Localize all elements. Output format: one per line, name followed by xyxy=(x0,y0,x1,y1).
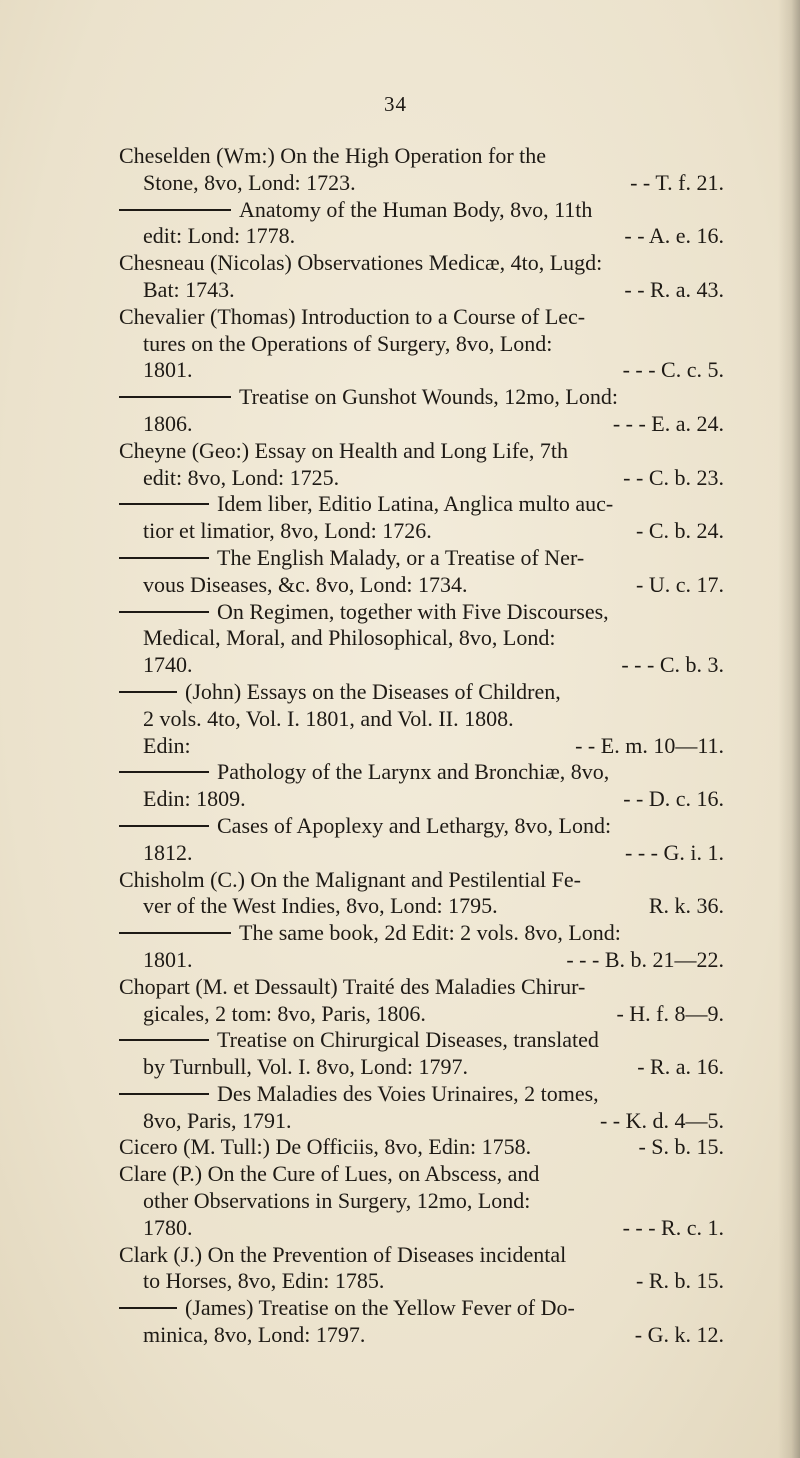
shelf-reference: - G. k. 12. xyxy=(634,1322,724,1348)
entry-line xyxy=(119,491,724,518)
shelf-reference: - - - G. i. 1. xyxy=(625,839,724,865)
entry-line xyxy=(119,733,724,760)
entry-line xyxy=(119,1322,724,1349)
entry-line xyxy=(119,170,724,197)
shelf-reference: - - A. e. 16. xyxy=(624,223,724,249)
shelf-reference: - - C. b. 23. xyxy=(623,464,724,490)
shelf-reference: - - - C. c. 5. xyxy=(622,357,724,383)
shelf-reference: - - K. d. 4—5. xyxy=(599,1107,724,1133)
entry-text: 1801. xyxy=(143,357,193,383)
page-number: 34 xyxy=(384,92,407,116)
shelf-reference: - - - C. b. 3. xyxy=(621,652,724,678)
entry-text: The same book, 2d Edit: 2 vols. 8vo, Lond: xyxy=(239,920,621,946)
entry-text: Pathology of the Larynx and Bronchiæ, 8vo, xyxy=(217,759,610,785)
shelf-reference: - - E. m. 10—11. xyxy=(575,732,724,758)
shelf-reference: - - D. c. 16. xyxy=(623,786,724,812)
entry-text: Chopart (M. et Dessault) Traité des Maladies Chirur- xyxy=(119,973,586,999)
shelf-reference: R. k. 36. xyxy=(648,893,724,919)
ditto-dash xyxy=(119,771,209,773)
ditto-dash xyxy=(119,691,177,693)
entry-text: Cicero (M. Tull:) De Officiis, 8vo, Edin: 1758. xyxy=(119,1134,532,1160)
entry-line xyxy=(119,813,724,840)
entry-text: 8vo, Paris, 1791. xyxy=(143,1107,292,1133)
entry-text: Des Maladies des Voies Urinaires, 2 tomes, xyxy=(217,1080,599,1106)
entry-text: tior et limatior, 8vo, Lond: 1726. xyxy=(143,518,432,544)
shelf-reference: - U. c. 17. xyxy=(636,571,724,597)
entry-line xyxy=(119,1242,724,1269)
entry-text: other Observations in Surgery, 12mo, Lond: xyxy=(143,1188,531,1214)
entry-line xyxy=(119,974,724,1001)
entry-line xyxy=(119,625,724,652)
entry-text: Cheselden (Wm:) On the High Operation for the xyxy=(119,143,547,168)
entry-line xyxy=(119,465,724,492)
shelf-reference: - H. f. 8—9. xyxy=(616,1000,724,1026)
entry-text: Edin: 1809. xyxy=(143,786,246,812)
entry-line xyxy=(119,1134,724,1161)
entry-line xyxy=(119,786,724,813)
entry-text: 1806. xyxy=(143,410,193,436)
entry-text: Cheyne (Geo:) Essay on Health and Long Life, 7th xyxy=(119,437,569,463)
entry-text: 1740. xyxy=(143,652,193,678)
entry-text: edit: 8vo, Lond: 1725. xyxy=(143,464,340,490)
entry-line xyxy=(119,1295,724,1322)
entry-text: 1812. xyxy=(143,839,193,865)
entry-text: Cases of Apoplexy and Lethargy, 8vo, Lond: xyxy=(217,812,612,838)
entry-text: Medical, Moral, and Philosophical, 8vo, Lond: xyxy=(143,625,556,651)
entry-line xyxy=(119,1054,724,1081)
entry-line xyxy=(119,411,724,438)
entry-line xyxy=(119,197,724,224)
entry-text: 1780. xyxy=(143,1214,193,1240)
entry-text: Chesneau (Nicolas) Observationes Medicæ, 4to, Lugd: xyxy=(119,250,603,276)
entry-text: (James) Treatise on the Yellow Fever of Do- xyxy=(185,1295,575,1321)
shelf-reference: - C. b. 24. xyxy=(636,518,724,544)
entry-text: Chevalier (Thomas) Introduction to a Course of Lec- xyxy=(119,303,586,329)
page-edge-shadow xyxy=(778,0,800,1458)
entry-text: Bat: 1743. xyxy=(143,276,235,302)
shelf-reference: - S. b. 15. xyxy=(638,1134,724,1160)
shelf-reference: - - T. f. 21. xyxy=(630,169,724,195)
entry-line xyxy=(119,1027,724,1054)
ditto-dash xyxy=(119,557,209,559)
entry-line xyxy=(119,1161,724,1188)
entry-text: 1801. xyxy=(143,946,193,972)
entry-line xyxy=(119,277,724,304)
entry-text: to Horses, 8vo, Edin: 1785. xyxy=(143,1268,385,1294)
entry-text: vous Diseases, &c. 8vo, Lond: 1734. xyxy=(143,571,468,597)
entry-line xyxy=(119,1268,724,1295)
ditto-dash xyxy=(119,209,231,211)
entry-line xyxy=(119,572,724,599)
entry-text: The English Malady, or a Treatise of Ner- xyxy=(217,544,585,570)
entry-line xyxy=(119,840,724,867)
entry-text: gicales, 2 tom: 8vo, Paris, 1806. xyxy=(143,1000,426,1026)
entry-line xyxy=(119,1081,724,1108)
entry-text: minica, 8vo, Lond: 1797. xyxy=(143,1322,366,1348)
ditto-dash xyxy=(119,1093,209,1095)
entry-text: Anatomy of the Human Body, 8vo, 11th xyxy=(239,196,593,222)
entry-text: On Regimen, together with Five Discourses, xyxy=(217,598,609,624)
entry-line xyxy=(119,223,724,250)
entry-line xyxy=(119,759,724,786)
ditto-dash xyxy=(119,1039,209,1041)
entry-line xyxy=(119,1108,724,1135)
ditto-dash xyxy=(119,611,209,613)
entry-line xyxy=(119,1001,724,1028)
ditto-dash xyxy=(119,825,209,827)
entry-line xyxy=(119,545,724,572)
shelf-reference: - - - B. b. 21—22. xyxy=(566,946,724,972)
entry-line xyxy=(119,652,724,679)
shelf-reference: - - R. a. 43. xyxy=(624,276,724,302)
ditto-dash xyxy=(119,396,231,398)
entry-line xyxy=(119,947,724,974)
shelf-reference: - R. b. 15. xyxy=(636,1268,724,1294)
entry-text: Clark (J.) On the Prevention of Diseases incidental xyxy=(119,1241,567,1267)
entry-text: tures on the Operations of Surgery, 8vo, Lond: xyxy=(143,330,553,356)
entry-line xyxy=(119,893,724,920)
entry-line xyxy=(119,438,724,465)
entry-text: (John) Essays on the Diseases of Children, xyxy=(185,678,561,704)
entry-text: 2 vols. 4to, Vol. I. 1801, and Vol. II. 1808. xyxy=(143,705,514,731)
catalogue-entries xyxy=(119,143,724,1349)
entry-line xyxy=(119,250,724,277)
entry-line xyxy=(119,1188,724,1215)
entry-line xyxy=(119,1215,724,1242)
entry-text: Clare (P.) On the Cure of Lues, on Abscess, and xyxy=(119,1161,540,1187)
entry-text: Edin: xyxy=(143,732,191,758)
entry-line xyxy=(119,384,724,411)
entry-line xyxy=(119,706,724,733)
ditto-dash xyxy=(119,1307,177,1309)
entry-line xyxy=(119,331,724,358)
entry-line xyxy=(119,304,724,331)
entry-line xyxy=(119,867,724,894)
entry-line xyxy=(119,599,724,626)
entry-text: Treatise on Chirurgical Diseases, translated xyxy=(217,1027,599,1053)
entry-line xyxy=(119,679,724,706)
entry-text: ver of the West Indies, 8vo, Lond: 1795. xyxy=(143,893,498,919)
entry-text: Treatise on Gunshot Wounds, 12mo, Lond: xyxy=(239,384,618,410)
entry-text: by Turnbull, Vol. I. 8vo, Lond: 1797. xyxy=(143,1054,468,1080)
shelf-reference: - - - R. c. 1. xyxy=(622,1214,724,1240)
entry-line xyxy=(119,357,724,384)
shelf-reference: - - - E. a. 24. xyxy=(612,410,724,436)
ditto-dash xyxy=(119,503,209,505)
entry-text: edit: Lond: 1778. xyxy=(143,223,296,249)
ditto-dash xyxy=(119,932,231,934)
shelf-reference: - R. a. 16. xyxy=(637,1054,724,1080)
entry-line xyxy=(119,143,724,170)
entry-line xyxy=(119,518,724,545)
entry-text: Chisholm (C.) On the Malignant and Pestilential Fe- xyxy=(119,866,581,892)
entry-text: Stone, 8vo, Lond: 1723. xyxy=(143,169,356,195)
entry-text: Idem liber, Editio Latina, Anglica multo auc- xyxy=(217,491,614,517)
entry-line xyxy=(119,920,724,947)
